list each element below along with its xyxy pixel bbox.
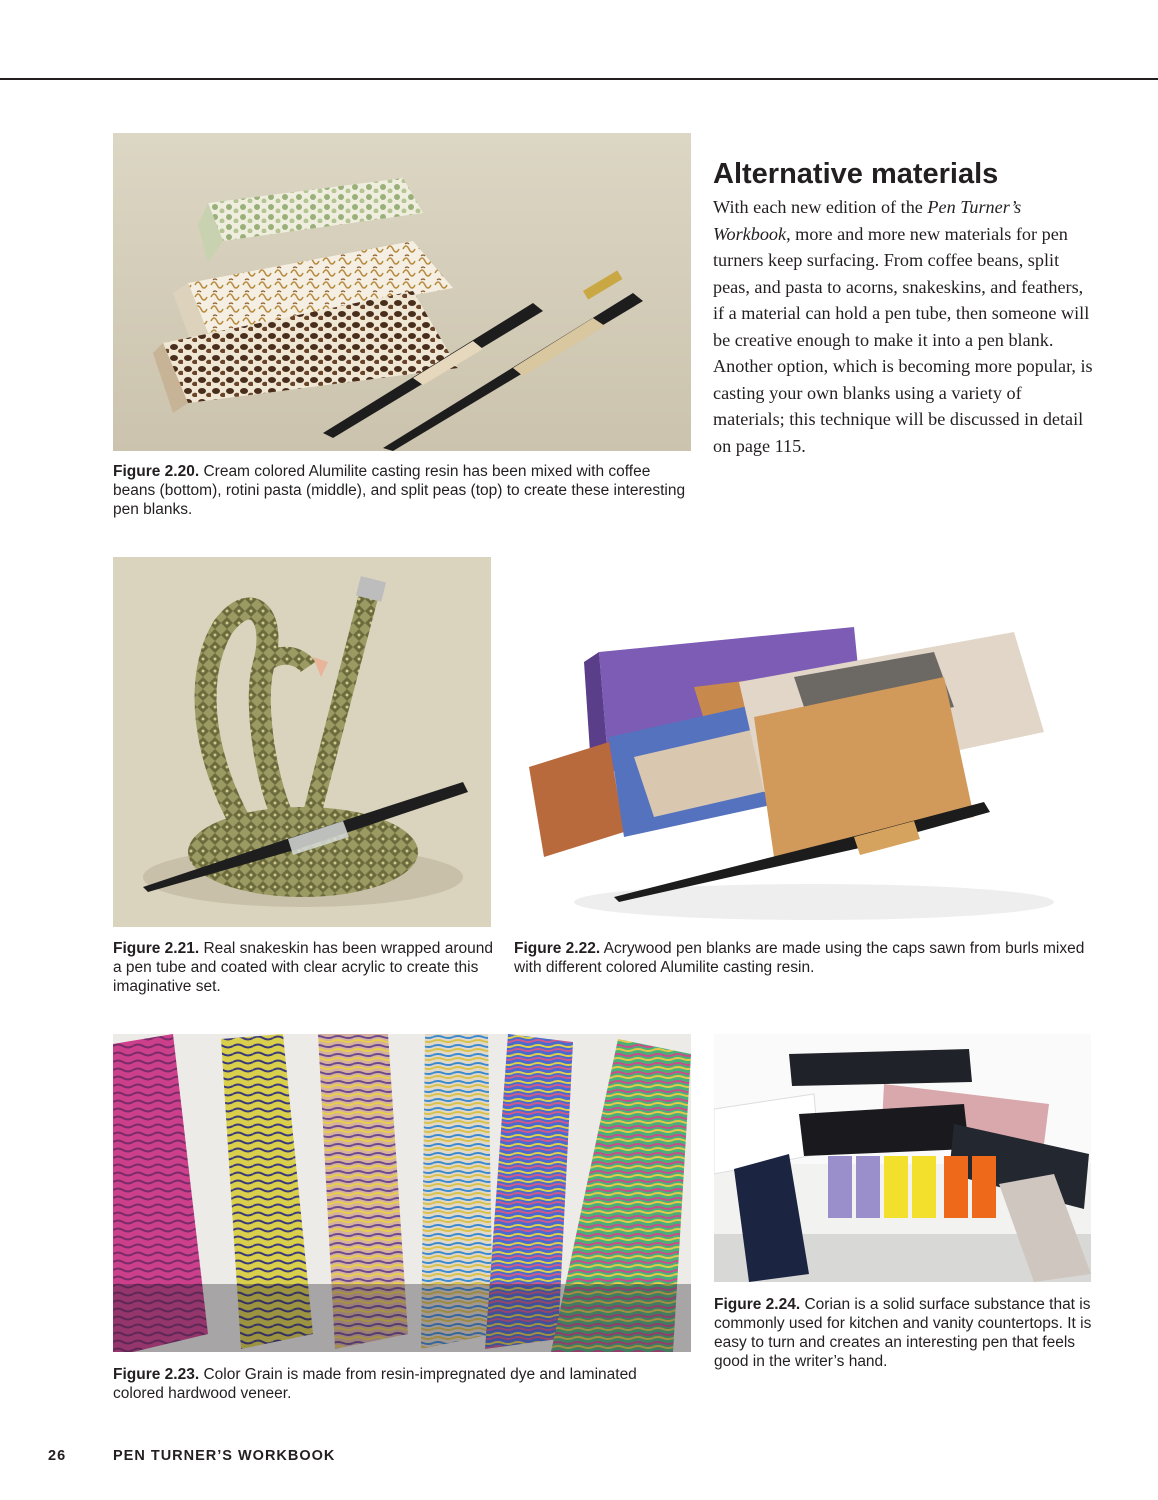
figure-2-22-text: Acrywood pen blanks are made using the caps sawn from burls mixed with different colored Alumilite casting resin.	[514, 940, 1085, 976]
figure-2-24-label: Figure 2.24.	[714, 1296, 801, 1313]
figure-2-22-label: Figure 2.22.	[514, 940, 601, 957]
figure-2-24-caption	[714, 1295, 1094, 1371]
section-title: Alternative materials	[713, 158, 999, 190]
figure-2-20-label: Figure 2.20.	[113, 463, 200, 480]
header-rule	[0, 78, 1158, 80]
figure-2-20-caption	[113, 462, 688, 519]
running-footer-title: PEN TURNER’S WORKBOOK	[113, 1448, 336, 1464]
figure-2-20-text: Cream colored Alumilite casting resin has been mixed with coffee beans (bottom), rotini pasta (middle), and split peas (top) to create these interesting pen blanks.	[113, 463, 686, 518]
figure-2-23-label: Figure 2.23.	[113, 1366, 200, 1383]
figure-2-21-caption	[113, 939, 493, 996]
section-body-rest: , more and more new materials for pen turners keep surfacing. From coffee beans, split peas, and pasta to acorns, snakeskins, and feathers, if a material can hold a pen tube, then someone will be creative enough to make it into a pen blank. Another option, which is becoming more popular, is casting your own blanks using a variety of materials; this technique will be discussed in detail on page 115.	[713, 223, 1093, 456]
figure-2-21-label: Figure 2.21.	[113, 940, 200, 957]
page-number: 26	[48, 1448, 67, 1464]
book-title-reference: Pen Turner’s Workbook	[713, 197, 1022, 244]
figure-2-23-text: Color Grain is made from resin-impregnated dye and laminated colored hardwood veneer.	[113, 1366, 637, 1402]
figure-2-22-caption	[514, 939, 1094, 977]
figure-2-23-caption	[113, 1365, 688, 1403]
figure-2-24-text: Corian is a solid surface substance that is commonly used for kitchen and vanity countertops. It is easy to turn and creates an interesting pen that feels good in the writer’s hand.	[714, 1296, 1092, 1370]
section-body	[713, 194, 1093, 459]
figure-2-21-text: Real snakeskin has been wrapped around a pen tube and coated with clear acrylic to create this imaginative set.	[113, 940, 493, 995]
figure-2-21-photo	[113, 557, 491, 927]
figure-2-23-photo	[113, 1034, 691, 1352]
section-body-intro: With each new edition of the	[713, 197, 928, 217]
figure-2-22-photo	[514, 557, 1091, 927]
figure-2-20-photo	[113, 133, 691, 451]
figure-2-24-photo	[714, 1034, 1091, 1282]
